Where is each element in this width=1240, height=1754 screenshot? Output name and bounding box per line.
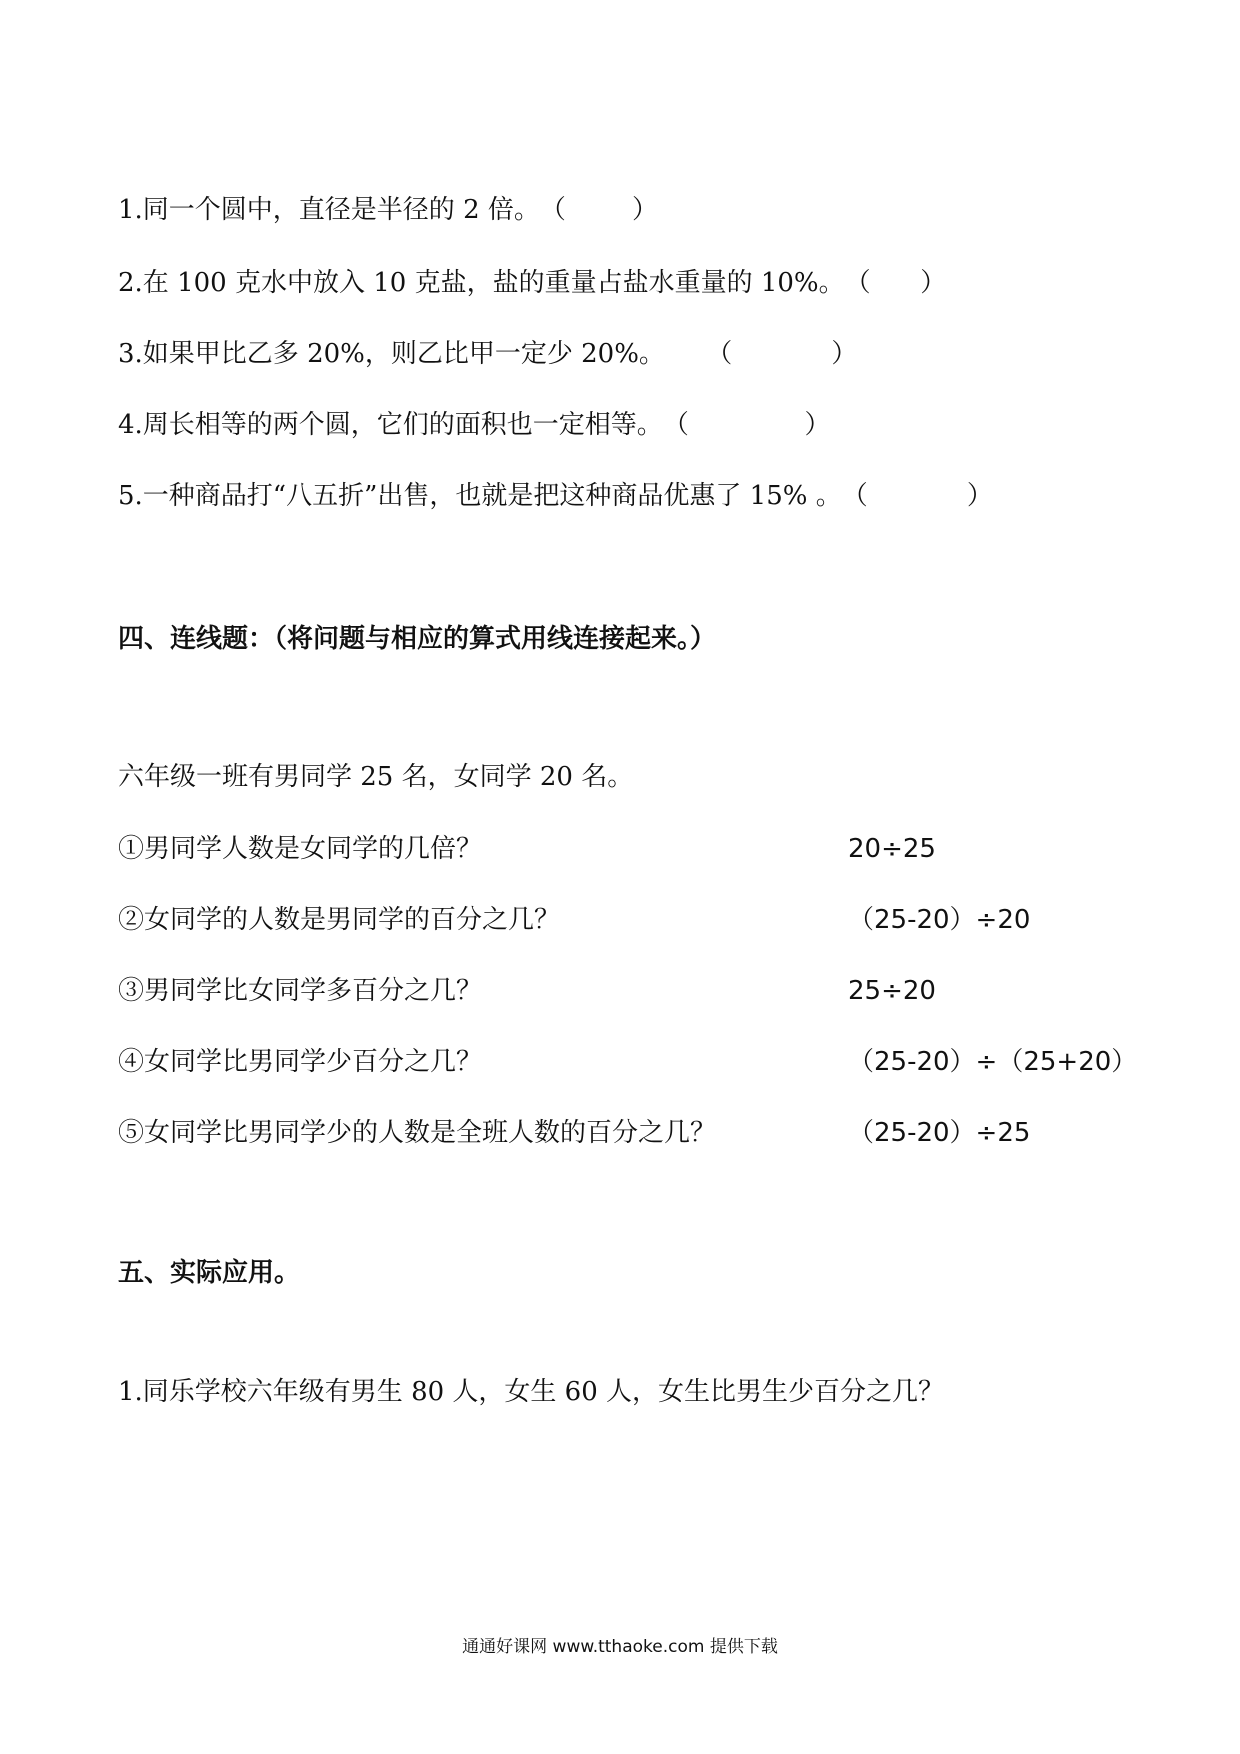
- judgment-text: 1.同一个圆中，直径是半径的 2 倍。: [118, 195, 540, 225]
- match-formula-5: （25-20）÷25: [848, 1118, 1031, 1148]
- answer-parentheses: （ ）: [662, 410, 831, 440]
- judgment-item-4: [118, 408, 831, 442]
- answer-parentheses: （ ）: [841, 481, 993, 511]
- match-formula-4: （25-20）÷（25+20）: [848, 1047, 1138, 1077]
- match-formula-1: 20÷25: [848, 834, 936, 864]
- judgment-text: 3.如果甲比乙多 20%，则乙比甲一定少 20%。: [118, 339, 665, 369]
- footer-credit: 通通好课网 www.tthaoke.com 提供下载: [462, 1637, 778, 1657]
- judgment-item-1: [118, 193, 658, 227]
- match-question-3: ③男同学比女同学多百分之几？: [118, 976, 483, 1006]
- match-question-4: ④女同学比男同学少百分之几？: [118, 1047, 483, 1077]
- judgment-item-3: [118, 337, 857, 371]
- answer-parentheses: （ ）: [844, 268, 947, 298]
- judgment-text: 4.周长相等的两个圆，它们的面积也一定相等。: [118, 410, 663, 440]
- judgment-item-5: [118, 479, 993, 513]
- judgment-text: 5.一种商品打“八五折”出售，也就是把这种商品优惠了 15% 。: [118, 481, 842, 511]
- section4-heading: 四、连线题：（将问题与相应的算式用线连接起来。）: [118, 624, 717, 654]
- section5-heading: 五、实际应用。: [118, 1258, 301, 1288]
- match-formula-3: 25÷20: [848, 976, 936, 1006]
- answer-parentheses: （ ）: [664, 339, 858, 369]
- match-question-1: ①男同学人数是女同学的几倍？: [118, 834, 483, 864]
- section4-intro: 六年级一班有男同学 25 名，女同学 20 名。: [118, 762, 634, 792]
- match-formula-2: （25-20）÷20: [848, 905, 1031, 935]
- judgment-item-2: [118, 266, 946, 300]
- match-question-2: ②女同学的人数是男同学的百分之几？: [118, 905, 561, 935]
- judgment-text: 2.在 100 克水中放入 10 克盐，盐的重量占盐水重量的 10%。: [118, 268, 845, 298]
- application-problem-1: 1.同乐学校六年级有男生 80 人，女生 60 人，女生比男生少百分之几？: [118, 1377, 945, 1407]
- match-question-5: ⑤女同学比男同学少的人数是全班人数的百分之几？: [118, 1118, 717, 1148]
- answer-parentheses: （ ）: [539, 195, 659, 225]
